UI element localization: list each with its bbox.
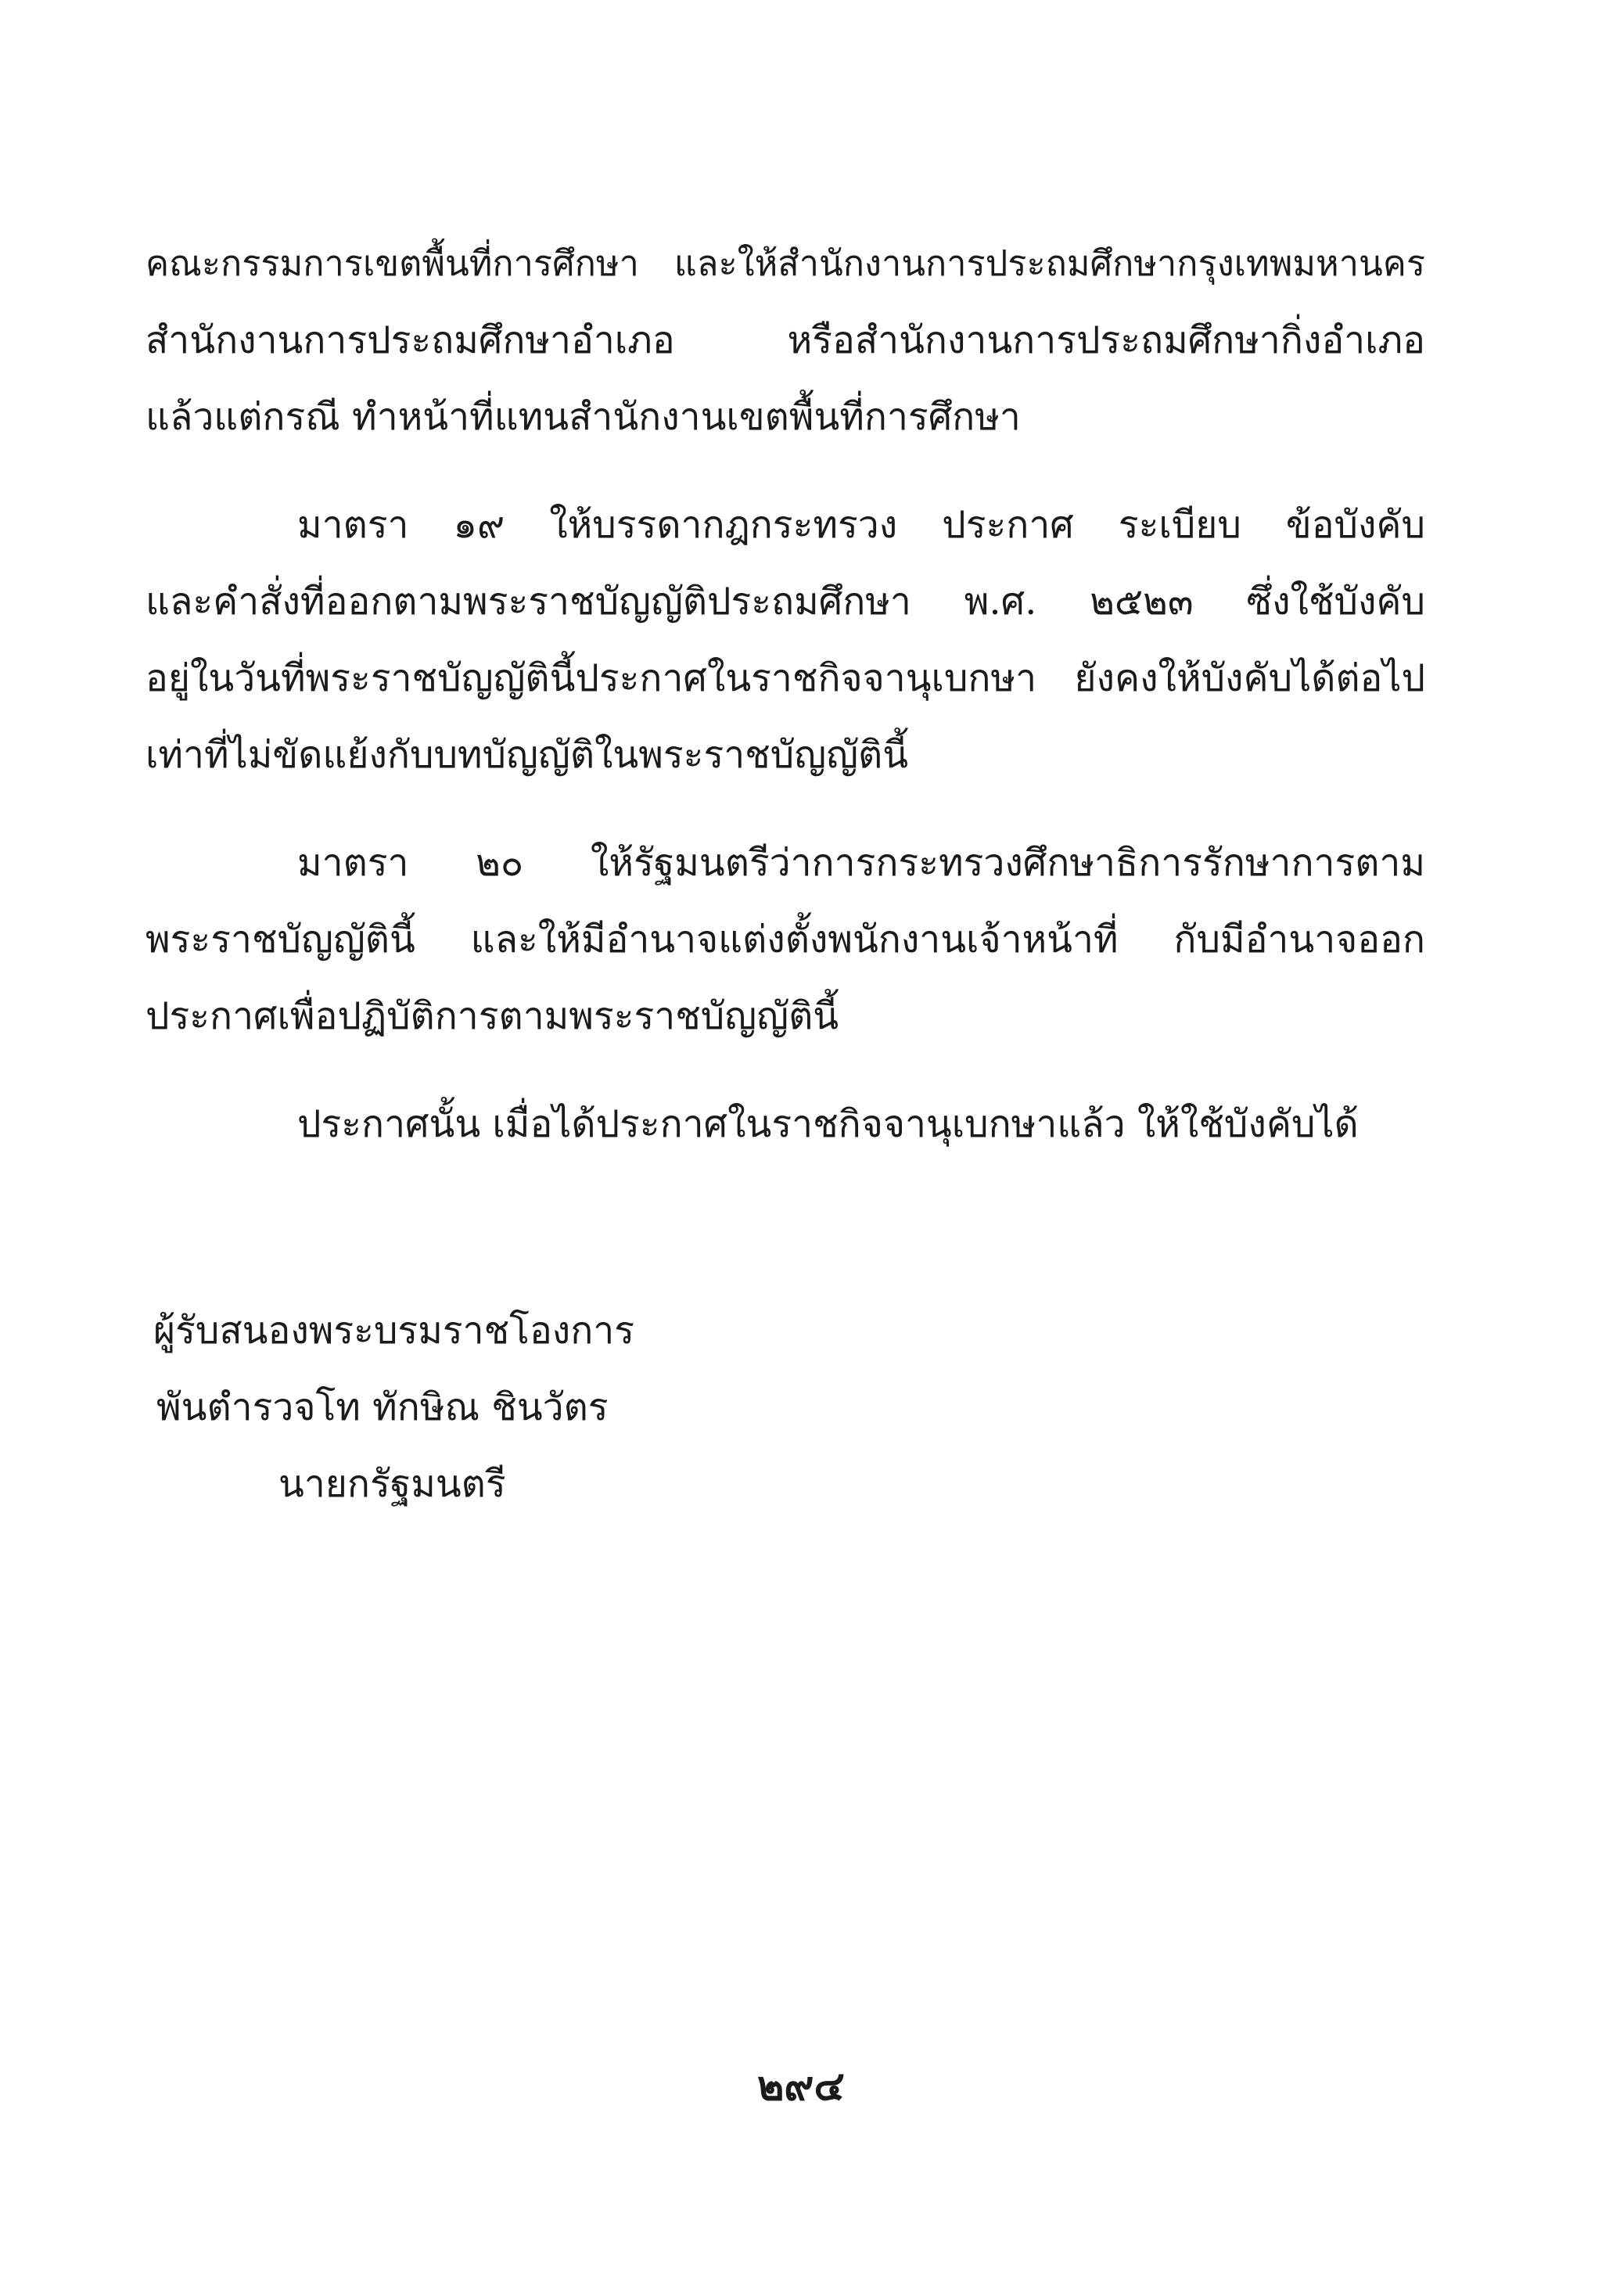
paragraph-line: แล้วแต่กรณี ทำหน้าที่แทนสำนักงานเขตพื้นที่การศึกษา <box>145 395 1021 439</box>
paragraph-line: คณะกรรมการเขตพื้นที่การศึกษา และให้สำนักงานการประถมศึกษากรุงเทพมหานคร <box>145 243 1425 284</box>
section-19-line: อยู่ในวันที่พระราชบัญญัตินี้ประกาศในราชกิจจานุเบกษา ยังคงให้บังคับได้ต่อไป <box>145 656 1425 700</box>
section-20-line: พระราชบัญญัตินี้ และให้มีอำนาจแต่งตั้งพนักงานเจ้าหน้าที่ กับมีอำนาจออก <box>145 918 1425 961</box>
section-20-line: ประกาศเพื่อปฏิบัติการตามพระราชบัญญัตินี้ <box>145 994 839 1038</box>
signatory-position: นายกรัฐมนตรี <box>278 1462 506 1506</box>
section-19-line: และคำสั่งที่ออกตามพระราชบัญญัติประถมศึกษา พ.ศ. ๒๕๒๓ ซึ่งใช้บังคับ <box>145 580 1426 623</box>
page-number: ๒๙๔ <box>757 2062 845 2110</box>
countersign-label: ผู้รับสนองพระบรมราชโองการ <box>153 1309 634 1353</box>
section-19-line: เท่าที่ไม่ขัดแย้งกับบทบัญญัติในพระราชบัญญัตินี้ <box>145 733 908 777</box>
section-19-line: มาตรา ๑๙ ให้บรรดากฎกระทรวง ประกาศ ระเบียบ ข้อบังคับ <box>297 503 1425 547</box>
signatory-name: พันตำรวจโท ทักษิณ ชินวัตร <box>156 1385 609 1429</box>
paragraph-line: สำนักงานการประถมศึกษาอำเภอ หรือสำนักงานการประถมศึกษากิ่งอำเภอ <box>145 318 1425 362</box>
section-20-line: มาตรา ๒๐ ให้รัฐมนตรีว่าการกระทรวงศึกษาธิการรักษาการตาม <box>297 841 1425 885</box>
closing-statement: ประกาศนั้น เมื่อได้ประกาศในราชกิจจานุเบกษาแล้ว ให้ใช้บังคับได้ <box>297 1102 1359 1146</box>
